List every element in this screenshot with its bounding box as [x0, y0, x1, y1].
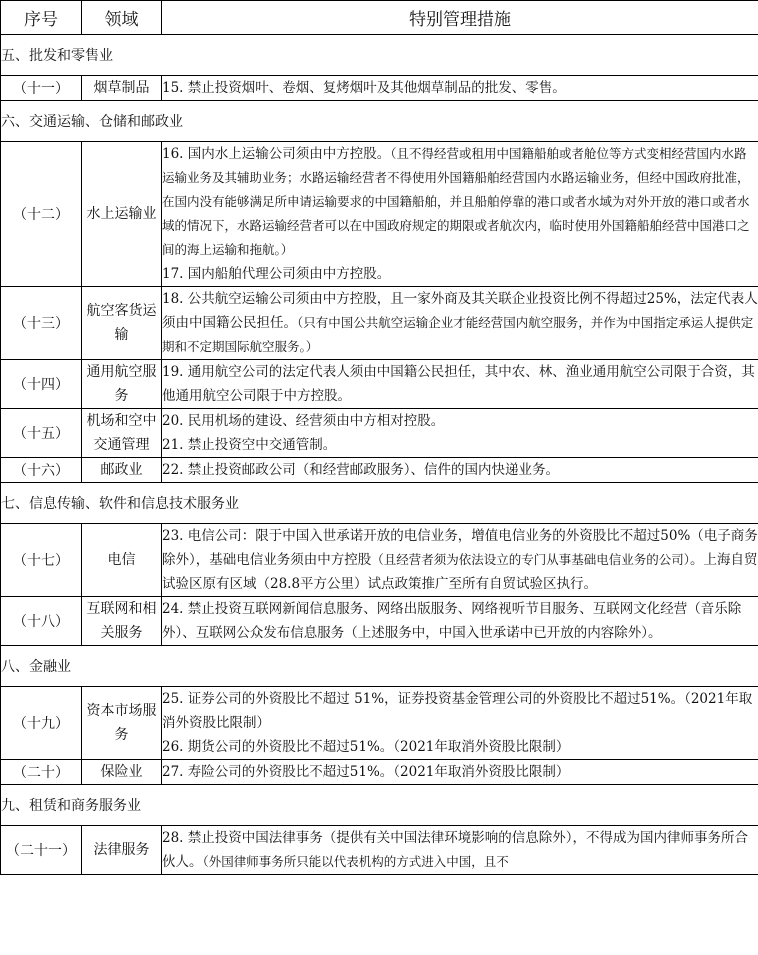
- measure-item: 25. 证券公司的外资股比不超过 51%，证券投资基金管理公司的外资股比不超过51%。（2021年取消外资股比限制）: [162, 691, 753, 731]
- table-row: [1, 76, 758, 101]
- row-seq: （二十一）: [1, 826, 82, 875]
- section-row: [1, 646, 758, 687]
- measure-item: 18. 公共航空运输公司须由中方控股，且一家外商及其关联企业投资比例不得超过25%，法定代表人须由中国籍公民担任。（只有中国公共航空运输企业才能经营国内航空服务，并作为中国指定承运人提供定期和不定期国际航空服务。）: [162, 291, 758, 354]
- section-title: 五、批发和零售业: [1, 35, 758, 76]
- row-measures: [162, 76, 758, 101]
- measure-item: 27. 寿险公司的外资股比不超过51%。（2021年取消外资股比限制）: [162, 764, 570, 780]
- table-row: [1, 360, 758, 409]
- row-field: 水上运输业: [82, 142, 162, 287]
- table-row: [1, 142, 758, 287]
- table-row: [1, 826, 758, 875]
- row-field: 电信: [82, 524, 162, 597]
- measure-item: 21. 禁止投资空中交通管制。: [162, 437, 337, 453]
- section-title: 七、信息传输、软件和信息技术服务业: [1, 483, 758, 524]
- header-seq: 序号: [1, 1, 82, 35]
- header-measures: 特别管理措施: [162, 1, 758, 35]
- row-seq: （十七）: [1, 524, 82, 597]
- measure-item: 16. 国内水上运输公司须由中方控股。（且不得经营或租用中国籍船舶或者舱位等方式变相经营国内水路运输业务及其辅助业务；水路运输经营者不得使用外国籍船舶经营国内水路运输业务，但经中国政府批准，在国内没有能够满足所申请运输要求的中国籍船舶，并且船舶停靠的港口或者水域为对外开放的港口或者水域的情况下，水路运输经营者可以在中国政府规定的期限或者航次内，临时使用外国籍船舶经营中国港口之间的海上运输和拖航。）: [162, 146, 750, 257]
- measure-item: 22. 禁止投资邮政公司（和经营邮政服务）、信件的国内快递业务。: [162, 462, 560, 478]
- row-seq: （十五）: [1, 409, 82, 458]
- measure-item: 24. 禁止投资互联网新闻信息服务、网络出版服务、网络视听节目服务、互联网文化经营（音乐除外）、互联网公众发布信息服务（上述服务中，中国入世承诺中已开放的内容除外）。: [162, 601, 742, 641]
- header-field: 领域: [82, 1, 162, 35]
- row-seq: （十二）: [1, 142, 82, 287]
- table-header-row: [1, 1, 758, 35]
- measure-item: 15. 禁止投资烟叶、卷烟、复烤烟叶及其他烟草制品的批发、零售。: [162, 80, 566, 96]
- section-row: [1, 101, 758, 142]
- row-seq: （十八）: [1, 597, 82, 646]
- row-seq: （十六）: [1, 458, 82, 483]
- measure-item: 23. 电信公司：限于中国入世承诺开放的电信业务，增值电信业务的外资股比不超过50%（电子商务除外），基础电信业务须由中方控股（且经营者须为依法设立的专门从事基础电信业务的公司）。上海自贸试验区原有区域（28.8平方公里）试点政策推广至所有自贸试验区执行。: [162, 528, 758, 592]
- table-row: [1, 409, 758, 458]
- row-field: 机场和空中交通管理: [82, 409, 162, 458]
- row-seq: （十四）: [1, 360, 82, 409]
- row-measures: [162, 360, 758, 409]
- row-measures: [162, 409, 758, 458]
- row-seq: （十一）: [1, 76, 82, 101]
- row-field: 航空客货运输: [82, 287, 162, 360]
- row-measures: [162, 458, 758, 483]
- row-measures: [162, 287, 758, 360]
- row-seq: （十九）: [1, 687, 82, 760]
- row-seq: （二十）: [1, 760, 82, 785]
- row-field: 邮政业: [82, 458, 162, 483]
- row-field: 互联网和相关服务: [82, 597, 162, 646]
- table-row: [1, 458, 758, 483]
- measure-item: 26. 期货公司的外资股比不超过51%。（2021年取消外资股比限制）: [162, 739, 570, 755]
- section-title: 九、租赁和商务服务业: [1, 785, 758, 826]
- table-row: [1, 687, 758, 760]
- table-row: [1, 597, 758, 646]
- measure-item: 28. 禁止投资中国法律事务（提供有关中国法律环境影响的信息除外），不得成为国内律师事务所合伙人。（外国律师事务所只能以代表机构的方式进入中国，且不: [162, 830, 749, 870]
- row-measures: [162, 760, 758, 785]
- row-measures: [162, 826, 758, 875]
- row-seq: （十三）: [1, 287, 82, 360]
- section-title: 六、交通运输、仓储和邮政业: [1, 101, 758, 142]
- section-row: [1, 785, 758, 826]
- row-measures: [162, 142, 758, 287]
- row-field: 资本市场服务: [82, 687, 162, 760]
- section-title: 八、金融业: [1, 646, 758, 687]
- row-field: 保险业: [82, 760, 162, 785]
- row-measures: [162, 687, 758, 760]
- table-row: [1, 287, 758, 360]
- row-field: 烟草制品: [82, 76, 162, 101]
- table-row: [1, 760, 758, 785]
- row-measures: [162, 597, 758, 646]
- row-measures: [162, 524, 758, 597]
- row-field: 通用航空服务: [82, 360, 162, 409]
- row-field: 法律服务: [82, 826, 162, 875]
- table-row: [1, 524, 758, 597]
- measure-item: 17. 国内船舶代理公司须由中方控股。: [162, 266, 391, 282]
- measure-item: 20. 民用机场的建设、经营须由中方相对控股。: [162, 413, 445, 429]
- measure-item: 19. 通用航空公司的法定代表人须由中国籍公民担任，其中农、林、渔业通用航空公司限于合资，其他通用航空公司限于中方控股。: [162, 364, 755, 404]
- section-row: [1, 35, 758, 76]
- section-row: [1, 483, 758, 524]
